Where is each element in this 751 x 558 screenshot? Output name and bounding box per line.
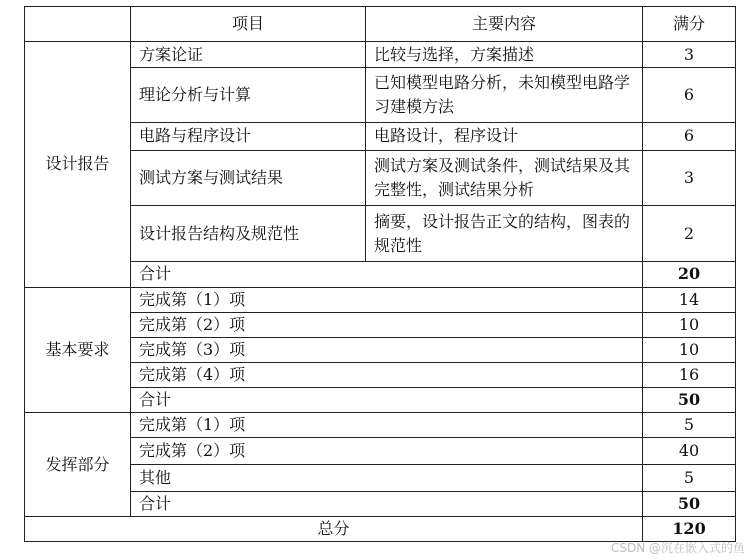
row-score: 6 bbox=[643, 68, 736, 122]
row-score: 14 bbox=[643, 287, 736, 312]
row-score: 40 bbox=[643, 438, 736, 464]
subtotal-score: 50 bbox=[643, 491, 736, 516]
row-score: 5 bbox=[643, 464, 736, 491]
subtotal-score: 20 bbox=[643, 262, 736, 287]
subtotal-label: 合计 bbox=[131, 491, 643, 516]
row-score: 5 bbox=[643, 413, 736, 438]
header-row bbox=[25, 7, 736, 42]
header-content: 主要内容 bbox=[366, 7, 643, 42]
table-row bbox=[25, 337, 736, 362]
row-item: 完成第（2）项 bbox=[131, 438, 643, 464]
table-row bbox=[25, 413, 736, 438]
row-score: 3 bbox=[643, 150, 736, 205]
subtotal-row bbox=[25, 491, 736, 516]
row-score: 3 bbox=[643, 42, 736, 68]
section-label-extend: 发挥部分 bbox=[25, 413, 131, 517]
row-item: 完成第（2）项 bbox=[131, 312, 643, 337]
row-content: 已知模型电路分析，未知模型电路学习建模方法 bbox=[366, 68, 643, 122]
watermark: CSDN @沉在嵌入式的鱼 bbox=[610, 541, 745, 555]
table-row bbox=[25, 312, 736, 337]
table-row bbox=[25, 362, 736, 387]
table-row bbox=[25, 464, 736, 491]
row-item: 设计报告结构及规范性 bbox=[131, 206, 366, 262]
row-content: 测试方案及测试条件，测试结果及其完整性，测试结果分析 bbox=[366, 150, 643, 205]
header-empty bbox=[25, 7, 131, 42]
row-item: 方案论证 bbox=[131, 42, 366, 68]
row-content: 摘要，设计报告正文的结构，图表的规范性 bbox=[366, 206, 643, 262]
subtotal-row bbox=[25, 262, 736, 287]
score-table bbox=[24, 6, 736, 542]
row-item: 理论分析与计算 bbox=[131, 68, 366, 122]
subtotal-score: 50 bbox=[643, 388, 736, 413]
header-item: 项目 bbox=[131, 7, 366, 42]
row-score: 16 bbox=[643, 362, 736, 387]
section-label-basic: 基本要求 bbox=[25, 287, 131, 413]
total-score: 120 bbox=[643, 516, 736, 541]
row-content: 比较与选择，方案描述 bbox=[366, 42, 643, 68]
header-full-score: 满分 bbox=[643, 7, 736, 42]
row-score: 10 bbox=[643, 337, 736, 362]
row-item: 测试方案与测试结果 bbox=[131, 150, 366, 205]
row-content: 电路设计，程序设计 bbox=[366, 122, 643, 150]
row-item: 其他 bbox=[131, 464, 643, 491]
table-row bbox=[25, 287, 736, 312]
subtotal-label: 合计 bbox=[131, 262, 643, 287]
subtotal-label: 合计 bbox=[131, 388, 643, 413]
row-item: 完成第（3）项 bbox=[131, 337, 643, 362]
row-score: 6 bbox=[643, 122, 736, 150]
row-score: 2 bbox=[643, 206, 736, 262]
table-row bbox=[25, 42, 736, 68]
section-label-design: 设计报告 bbox=[25, 42, 131, 287]
table-row bbox=[25, 122, 736, 150]
row-item: 完成第（4）项 bbox=[131, 362, 643, 387]
row-item: 完成第（1）项 bbox=[131, 287, 643, 312]
table-row bbox=[25, 206, 736, 262]
table-row bbox=[25, 68, 736, 122]
row-item: 完成第（1）项 bbox=[131, 413, 643, 438]
total-label: 总分 bbox=[25, 516, 643, 541]
row-score: 10 bbox=[643, 312, 736, 337]
total-row bbox=[25, 516, 736, 541]
table-row bbox=[25, 150, 736, 205]
table-row bbox=[25, 438, 736, 464]
subtotal-row bbox=[25, 388, 736, 413]
row-item: 电路与程序设计 bbox=[131, 122, 366, 150]
